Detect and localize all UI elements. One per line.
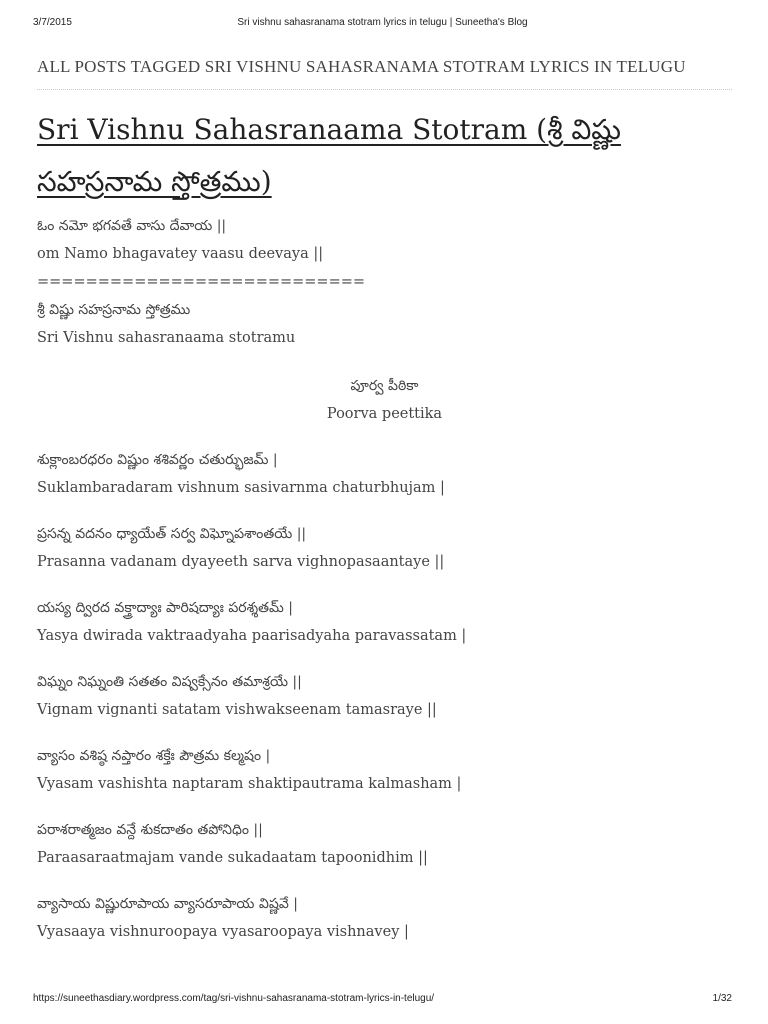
verse-english: Yasya dwirada vaktraadyaha paarisadyaha paravassatam | bbox=[37, 628, 467, 644]
verse-telugu: వ్యాసం వశిష్ఠ నప్తారం శక్తేః పౌత్రమ కల్మషం | bbox=[37, 748, 271, 764]
verse-telugu: వ్యాసాయ విష్ణురూపాయ వ్యాసరూపాయ విష్ణవే | bbox=[37, 896, 298, 912]
post-content bbox=[37, 212, 732, 946]
intro-english: om Namo bhagavatey vaasu deevaya || bbox=[37, 246, 324, 262]
verse-telugu: యస్య ద్విరద వక్త్రాద్యాః పారిషద్యాః పరశ్శతమ్ | bbox=[37, 600, 294, 616]
print-footer bbox=[33, 993, 732, 1007]
verse-telugu: పరాశరాత్మజం వన్దే శుకదాతం తపోనిధిం || bbox=[37, 822, 263, 838]
intro-telugu: ఓం నమో భగవతే వాసు దేవాయ || bbox=[37, 218, 227, 234]
print-page-title: Sri vishnu sahasranama stotram lyrics in telugu | Suneetha's Blog bbox=[237, 17, 528, 28]
print-url: https://suneethasdiary.wordpress.com/tag/sri-vishnu-sahasranama-stotram-lyrics-in-telugu/ bbox=[33, 993, 435, 1004]
verse-telugu: విఘ్నం నిఘ్నంతి సతతం విష్వక్సేనం తమాశ్రయే || bbox=[37, 674, 302, 690]
stotram-heading-english: Sri Vishnu sahasranaama stotramu bbox=[37, 330, 296, 346]
verse-english: Paraasaraatmajam vande sukadaatam tapoonidhim || bbox=[37, 850, 428, 866]
verse-english: Suklambaradaram vishnum sasivarnma chaturbhujam | bbox=[37, 480, 445, 496]
post-title-link[interactable]: Sri Vishnu Sahasranaama Stotram (శ్రీ విష్ణు సహస్రనామ స్తోత్రము) bbox=[37, 113, 621, 198]
stotram-heading-telugu: శ్రీ విష్ణు సహస్రనామ స్తోత్రము bbox=[37, 302, 191, 318]
verse-telugu: ప్రసన్న వదనం ధ్యాయేత్ సర్వ విఘ్నోపశాంతయే || bbox=[37, 526, 307, 542]
verse-english: Prasanna vadanam dyayeeth sarva vighnopasaantaye || bbox=[37, 554, 445, 570]
page-number: 1/32 bbox=[712, 993, 732, 1004]
separator: =========================== bbox=[37, 274, 366, 290]
section-heading-telugu: పూర్వ పీఠికా bbox=[350, 378, 419, 394]
section-heading-english: Poorva peettika bbox=[326, 406, 443, 422]
verse-english: Vyasaaya vishnuroopaya vyasaroopaya vishnavey | bbox=[37, 924, 409, 940]
print-header bbox=[33, 17, 732, 31]
archive-title: ALL POSTS TAGGED SRI VISHNU SAHASRANAMA STOTRAM LYRICS IN TELUGU bbox=[37, 57, 732, 90]
print-date: 3/7/2015 bbox=[33, 17, 72, 28]
verse-english: Vyasam vashishta naptaram shaktipautrama kalmasham | bbox=[37, 776, 462, 792]
verse-english: Vignam vignanti satatam vishwakseenam tamasraye || bbox=[37, 702, 437, 718]
verse-telugu: శుక్లాంబరధరం విష్ణుం శశివర్ణం చతుర్భుజమ్ | bbox=[37, 452, 278, 468]
